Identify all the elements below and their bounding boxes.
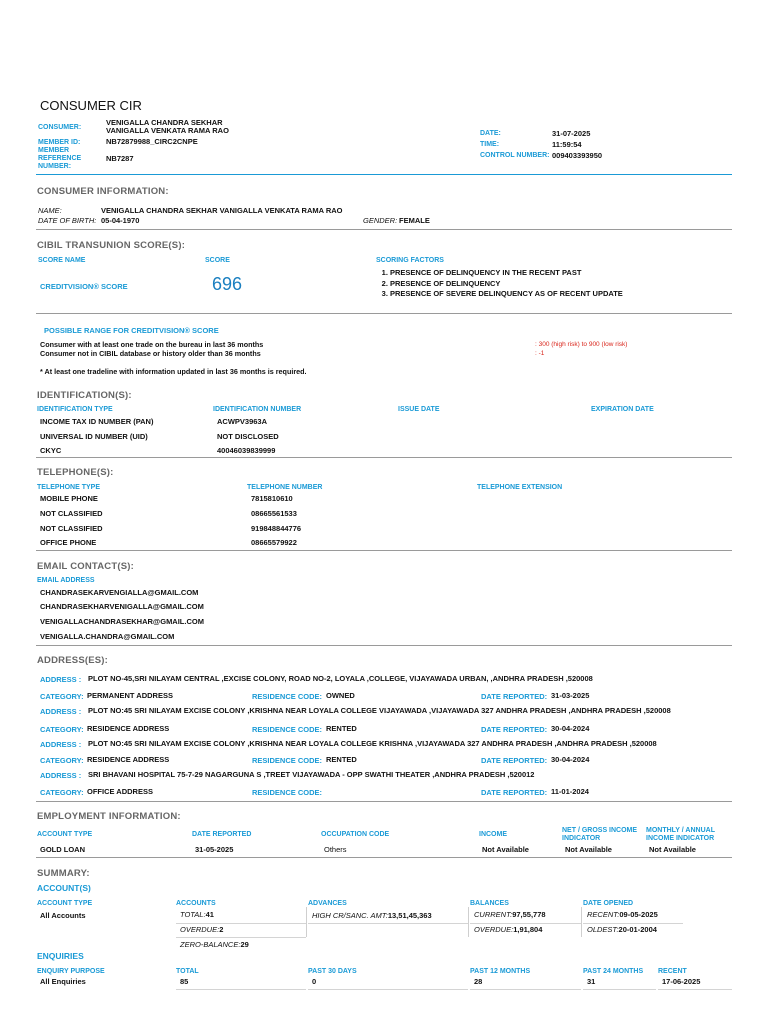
category-value: RESIDENCE ADDRESS (87, 755, 170, 764)
range-line-2: Consumer not in CIBIL database or history older than 36 months (40, 349, 261, 358)
control-label: CONTROL NUMBER: (480, 152, 550, 159)
dob-label: DATE OF BIRTH: (38, 216, 97, 225)
score-value: 696 (212, 274, 243, 294)
cell-divider (306, 907, 307, 937)
occupation-code-col: OCCUPATION CODE (321, 831, 390, 838)
score-name-col: SCORE NAME (38, 257, 86, 264)
scoring-factor: 2. PRESENCE OF DELINQUENCY (390, 279, 623, 290)
scoring-factors-col: SCORING FACTORS (376, 257, 444, 264)
telephone-number: 08665561533 (251, 509, 297, 518)
telephone-type: NOT CLASSIFIED (40, 509, 103, 518)
past-12-months-col: PAST 12 MONTHS (470, 968, 531, 975)
date-value: 31-07-2025 (552, 129, 591, 138)
past-30-days-col: PAST 30 DAYS (308, 968, 357, 975)
id-number-col: IDENTIFICATION NUMBER (213, 406, 302, 413)
identification-heading: IDENTIFICATION(S): (37, 390, 132, 401)
id-number: 40046039839999 (217, 446, 276, 455)
telephone-type: MOBILE PHONE (40, 494, 98, 503)
email-address: CHANDRASEKHARVENIGALLA@GMAIL.COM (40, 602, 204, 611)
residence-code-label: RESIDENCE CODE: (252, 692, 323, 701)
past-24-months-col: PAST 24 MONTHS (583, 968, 644, 975)
address-text: SRI BHAVANI HOSPITAL 75-7-29 NAGARGUNA S ,TREET VIJAYAWADA - OPP SWATHI THEATER ,ANDHRA PRADESH ,520012 (88, 770, 535, 779)
date-reported-value: 30-04-2024 (551, 755, 590, 764)
gender-value: FEMALE (399, 216, 430, 225)
issue-date-col: ISSUE DATE (398, 406, 440, 413)
consumer-name-1: VENIGALLA CHANDRA SEKHAR (106, 118, 223, 127)
divider (36, 313, 732, 314)
date-reported-value: 11-01-2024 (551, 787, 589, 796)
residence-code-value: RENTED (326, 724, 357, 733)
page-title: CONSUMER CIR (40, 98, 142, 113)
residence-code-label: RESIDENCE CODE: (252, 756, 323, 765)
date-opened-recent: RECENT:09-05-2025 (587, 910, 658, 919)
date-reported-label: DATE REPORTED: (481, 692, 548, 701)
expiration-date-col: EXPIRATION DATE (591, 406, 654, 413)
dob-value: 05-04-1970 (101, 216, 140, 225)
header-divider (36, 174, 732, 175)
enquiries-heading: ENQUIRIES (37, 951, 84, 961)
email-address: VENIGALLACHANDRASEKHAR@GMAIL.COM (40, 617, 204, 626)
summary-heading: SUMMARY: (37, 868, 90, 879)
address-text: PLOT NO-45,SRI NILAYAM CENTRAL ,EXCISE COLONY, ROAD NO-2, LOYALA ,COLLEGE, VIJAYAWADA URBAN, ,ANDHRA PRADESH ,520008 (88, 674, 593, 683)
telephone-number: 919848844776 (251, 524, 302, 533)
category-value: RESIDENCE ADDRESS (87, 724, 170, 733)
category-label: CATEGORY: (40, 788, 84, 797)
divider (36, 457, 732, 458)
summary-account-type-col: ACCOUNT TYPE (37, 900, 93, 907)
id-number: ACWPV3963A (217, 417, 268, 426)
consumer-name-2: VANIGALLA VENKATA RAMA RAO (106, 126, 229, 135)
monthly-annual-col: MONTHLY / ANNUAL INCOME INDICATOR (646, 827, 715, 842)
category-value: PERMANENT ADDRESS (87, 691, 173, 700)
id-number: NOT DISCLOSED (217, 432, 279, 441)
enquiry-purpose-col: ENQUIRY PURPOSE (37, 968, 105, 975)
enquiry-recent: 17-06-2025 (662, 977, 701, 986)
all-accounts: All Accounts (40, 911, 86, 920)
monthly-annual-value: Not Available (649, 845, 696, 854)
email-address-col: EMAIL ADDRESS (37, 577, 95, 584)
accounts-heading: ACCOUNT(S) (37, 883, 91, 893)
balance-overdue: OVERDUE:1,91,804 (474, 925, 543, 934)
telephone-type: OFFICE PHONE (40, 538, 97, 547)
divider (36, 645, 732, 646)
address-text: PLOT NO:45 SRI NILAYAM EXCISE COLONY ,KRISHNA NEAR LOYALA COLLEGE VIJAYAWADA ,VIJAYAWADA 327 ANDHRA PRADESH ,ANDHRA PRADESH ,520008 (88, 706, 671, 715)
employment-date-reported: 31-05-2025 (195, 845, 234, 854)
category-label: CATEGORY: (40, 692, 84, 701)
enquiry-12-box (470, 975, 581, 990)
divider (36, 229, 732, 230)
employment-heading: EMPLOYMENT INFORMATION: (37, 811, 181, 822)
employment-account-type-col: ACCOUNT TYPE (37, 831, 93, 838)
address-label: ADDRESS : (40, 707, 82, 716)
email-heading: EMAIL CONTACT(S): (37, 561, 134, 572)
score-name: CREDITVISION® SCORE (40, 282, 128, 291)
consumer-info-heading: CONSUMER INFORMATION: (37, 186, 169, 197)
date-opened-oldest: OLDEST:20-01-2004 (587, 925, 657, 934)
net-gross-income-col: NET / GROSS INCOME INDICATOR (562, 827, 638, 842)
time-label: TIME: (480, 141, 500, 148)
enquiry-purpose: All Enquiries (40, 977, 86, 986)
control-value: 009403393950 (552, 151, 603, 160)
date-reported-label: DATE REPORTED: (481, 788, 548, 797)
net-gross-value: Not Available (565, 845, 612, 854)
accounts-total: TOTAL:41 (180, 910, 214, 919)
time-value: 11:59:54 (552, 140, 582, 149)
enquiry-past-30: 0 (312, 977, 317, 986)
date-reported-label: DATE REPORTED: (481, 725, 548, 734)
address-label: ADDRESS : (40, 675, 82, 684)
member-id: NB72879988_CIRC2CNPE (106, 137, 198, 146)
residence-code-value: RENTED (326, 755, 357, 764)
gender-label: GENDER: (363, 216, 398, 225)
residence-code-value: OWNED (326, 691, 355, 700)
email-address: CHANDRASEKARVENGIALLA@GMAIL.COM (40, 588, 199, 597)
category-value: OFFICE ADDRESS (87, 787, 153, 796)
telephone-number: 08665579922 (251, 538, 297, 547)
residence-code-label: RESIDENCE CODE: (252, 725, 323, 734)
employment-account-type: GOLD LOAN (40, 845, 85, 854)
id-type-col: IDENTIFICATION TYPE (37, 406, 113, 413)
summary-advances-col: ADVANCES (308, 900, 347, 907)
enquiry-30-box (308, 975, 468, 990)
date-reported-label: DATE REPORTED: (481, 756, 548, 765)
name-value: VENIGALLA CHANDRA SEKHAR VANIGALLA VENKATA RAMA RAO (101, 206, 343, 215)
telephone-number-col: TELEPHONE NUMBER (247, 484, 323, 491)
accounts-overdue: OVERDUE:2 (180, 925, 224, 934)
enquiry-total: 85 (180, 977, 189, 986)
address-label: ADDRESS : (40, 740, 82, 749)
employment-date-reported-col: DATE REPORTED (192, 831, 252, 838)
occupation-code: Others (324, 845, 347, 854)
accounts-zero-balance: ZERO-BALANCE:29 (180, 940, 249, 949)
range-heading: POSSIBLE RANGE FOR CREDITVISION® SCORE (44, 326, 219, 335)
telephone-heading: TELEPHONE(S): (37, 467, 114, 478)
scoring-factor: 1. PRESENCE OF DELINQUENCY IN THE RECENT PAST (390, 268, 623, 279)
range-note: * At least one tradeline with information updated in last 36 months is required. (40, 367, 307, 376)
category-label: CATEGORY: (40, 725, 84, 734)
id-type: UNIVERSAL ID NUMBER (UID) (40, 432, 148, 441)
enquiry-recent-col: RECENT (658, 968, 687, 975)
range-line-2-value: : -1 (535, 350, 545, 357)
score-heading: CIBIL TRANSUNION SCORE(S): (37, 240, 186, 251)
enquiry-total-box (176, 975, 306, 990)
id-type: INCOME TAX ID NUMBER (PAN) (40, 417, 154, 426)
address-label: ADDRESS : (40, 771, 82, 780)
id-type: CKYC (40, 446, 62, 455)
scoring-factors-list (374, 268, 623, 300)
date-reported-value: 30-04-2024 (551, 724, 590, 733)
range-line-1-value: : 300 (high risk) to 900 (low risk) (535, 341, 628, 348)
telephone-number: 7815810610 (251, 494, 293, 503)
divider (36, 857, 732, 858)
telephone-type-col: TELEPHONE TYPE (37, 484, 101, 491)
name-label: NAME: (38, 206, 62, 215)
category-label: CATEGORY: (40, 756, 84, 765)
date-reported-value: 31-03-2025 (551, 691, 590, 700)
cell-divider (468, 907, 469, 937)
range-line-1: Consumer with at least one trade on the bureau in last 36 months (40, 340, 264, 349)
income-col: INCOME (479, 831, 507, 838)
member-ref-label: MEMBER REFERENCE NUMBER: (38, 147, 82, 170)
email-address: VENIGALLA.CHANDRA@GMAIL.COM (40, 632, 175, 641)
summary-date-opened-col: DATE OPENED (583, 900, 634, 907)
cell-divider (581, 907, 582, 937)
residence-code-label: RESIDENCE CODE: (252, 788, 323, 797)
divider (36, 801, 732, 802)
balance-current: CURRENT:97,55,778 (474, 910, 546, 919)
member-ref: NB7287 (106, 154, 134, 163)
divider (36, 550, 732, 551)
consumer-label: CONSUMER: (38, 124, 82, 131)
enquiry-past-12: 28 (474, 977, 483, 986)
scoring-factor: 3. PRESENCE OF SEVERE DELINQUENCY AS OF RECENT UPDATE (390, 289, 623, 300)
enquiry-total-col: TOTAL (176, 968, 199, 975)
summary-accounts-col: ACCOUNTS (176, 900, 216, 907)
member-id-label: MEMBER ID: (38, 139, 81, 146)
addresses-heading: ADDRESS(ES): (37, 655, 109, 666)
score-col: SCORE (205, 257, 230, 264)
telephone-type: NOT CLASSIFIED (40, 524, 103, 533)
telephone-extension-col: TELEPHONE EXTENSION (477, 484, 563, 491)
date-label: DATE: (480, 130, 501, 137)
summary-balances-col: BALANCES (470, 900, 509, 907)
high-credit: HIGH CR/SANC. AMT:13,51,45,363 (312, 911, 432, 920)
income-value: Not Available (482, 845, 529, 854)
address-text: PLOT NO:45 SRI NILAYAM EXCISE COLONY ,KRISHNA NEAR LOYALA COLLEGE KRISHNA ,VIJAYAWADA 327 ANDHRA PRADESH ,ANDHRA PRADESH ,520008 (88, 739, 657, 748)
enquiry-past-24: 31 (587, 977, 596, 986)
